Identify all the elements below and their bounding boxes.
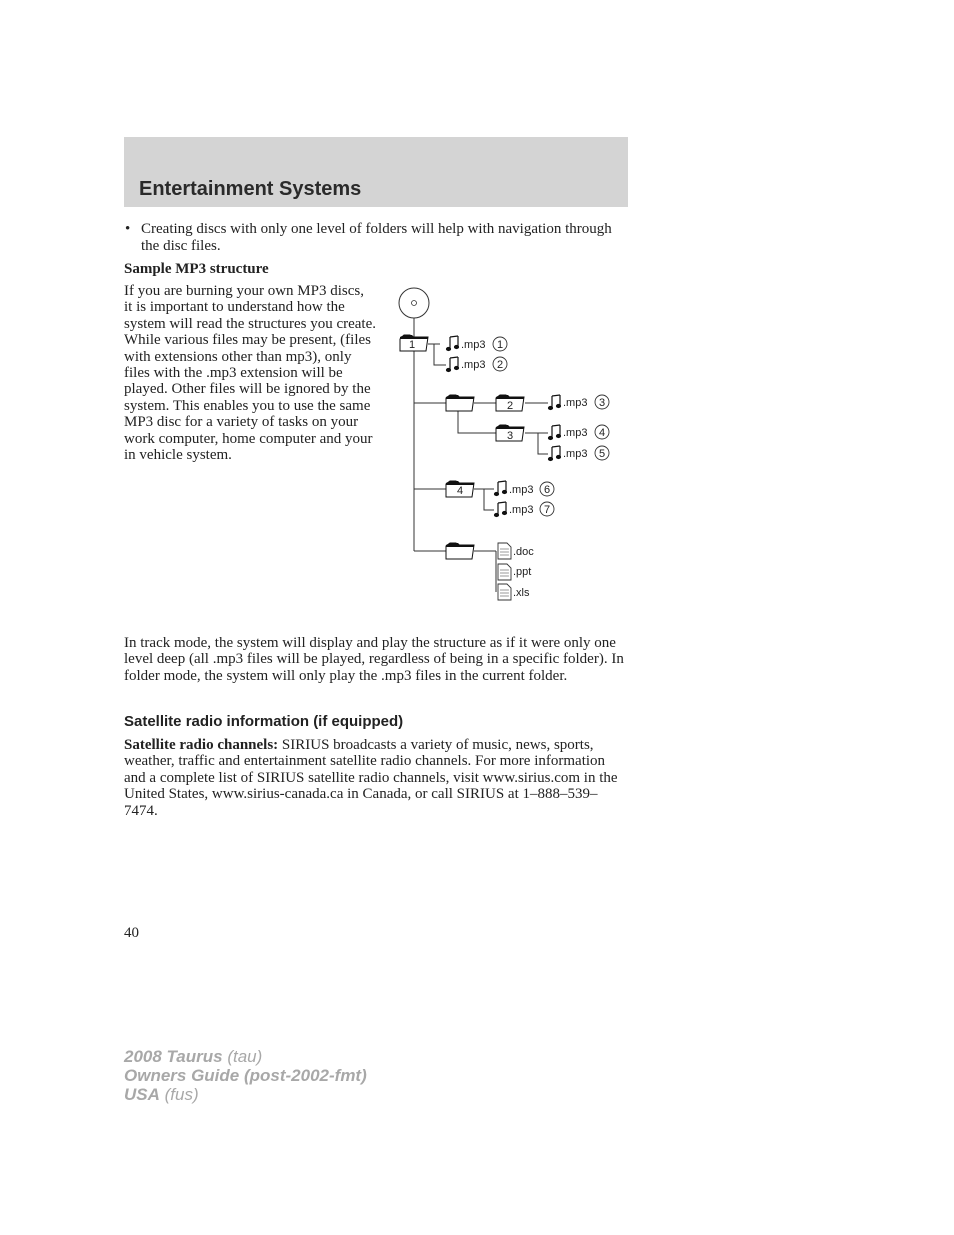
- track-number: 7: [543, 504, 551, 516]
- track-number: 3: [598, 397, 606, 409]
- footer: [124, 1047, 367, 1104]
- page-number: 40: [124, 925, 139, 941]
- footer-guide: Owners Guide (post-2002-fmt): [124, 1066, 367, 1085]
- folder-icon: [446, 395, 474, 411]
- footer-line-3: [124, 1085, 367, 1104]
- file-ext: .ppt: [513, 566, 532, 578]
- file-ext: .mp3: [563, 397, 588, 409]
- folder-icon: [496, 395, 524, 412]
- file-ext: .xls: [513, 587, 530, 599]
- satellite-heading: Satellite radio information (if equipped): [124, 713, 404, 730]
- file-ext: .mp3: [563, 427, 588, 439]
- disc-hole: [412, 301, 417, 306]
- folder-label-4: 4: [456, 485, 464, 497]
- folder-icon: [446, 543, 474, 559]
- bullet-text: Creating discs with only one level of folders will help with navigation through the disc files.: [141, 221, 612, 254]
- footer-market: USA: [124, 1085, 160, 1104]
- footer-model: 2008 Taurus: [124, 1047, 223, 1066]
- track-number: 6: [543, 484, 551, 496]
- footer-line-1: [124, 1047, 367, 1066]
- mp3-structure-diagram: [390, 285, 630, 605]
- document-icon: [498, 543, 511, 600]
- folder-icon: [446, 481, 474, 497]
- file-ext: .mp3: [461, 339, 486, 351]
- file-ext: .mp3: [461, 359, 486, 371]
- file-ext: .mp3: [509, 484, 534, 496]
- footer-model-code: (tau): [222, 1047, 263, 1066]
- file-ext: .doc: [513, 546, 534, 558]
- track-number: 1: [496, 339, 504, 351]
- track-mode-paragraph: In track mode, the system will display and play the structure as if it were only one level deep (all .mp3 files will be played, regardless of being in a specific folder). In folder mode, the system will only play the .mp3 files in the current folder.: [124, 635, 624, 684]
- track-number: 2: [496, 359, 504, 371]
- bullet-marker: •: [125, 221, 131, 237]
- section-title: Entertainment Systems: [139, 178, 362, 200]
- track-number: 4: [598, 427, 606, 439]
- satellite-paragraph: [124, 737, 630, 819]
- footer-market-code: (fus): [159, 1085, 199, 1104]
- folder-label-1: 1: [408, 339, 416, 351]
- file-ext: .mp3: [563, 448, 588, 460]
- mp3-structure-heading: Sample MP3 structure: [124, 261, 269, 277]
- file-ext: .mp3: [509, 504, 534, 516]
- folder-icon: [400, 335, 428, 351]
- satellite-text: SIRIUS broadcasts a variety of music, news, sports, weather, traffic and entertainment satellite radio channels. For more information and a complete list of SIRIUS satellite radio channels, visit www.sirius.com in the United States, www.sirius-canada.ca in Canada, or call SIRIUS at 1–888–539–7474.: [124, 737, 618, 819]
- bullet-item: [124, 221, 628, 254]
- folder-label-3: 3: [506, 430, 514, 442]
- satellite-lead: Satellite radio channels:: [124, 737, 279, 753]
- folder-icon: [496, 425, 524, 442]
- track-number: 5: [598, 448, 606, 460]
- folder-label-2: 2: [506, 400, 514, 412]
- mp3-structure-paragraph: If you are burning your own MP3 discs, it is important to understand how the system will read the structures you create. While various files may be present, (files with extensions other than mp3), only files with the .mp3 extension will be played. Other files will be ignored by the system. This enables you to use the same MP3 disc for a variety of tasks on your work computer, home computer and your in vehicle system.: [124, 283, 376, 464]
- footer-line-2: [124, 1066, 367, 1085]
